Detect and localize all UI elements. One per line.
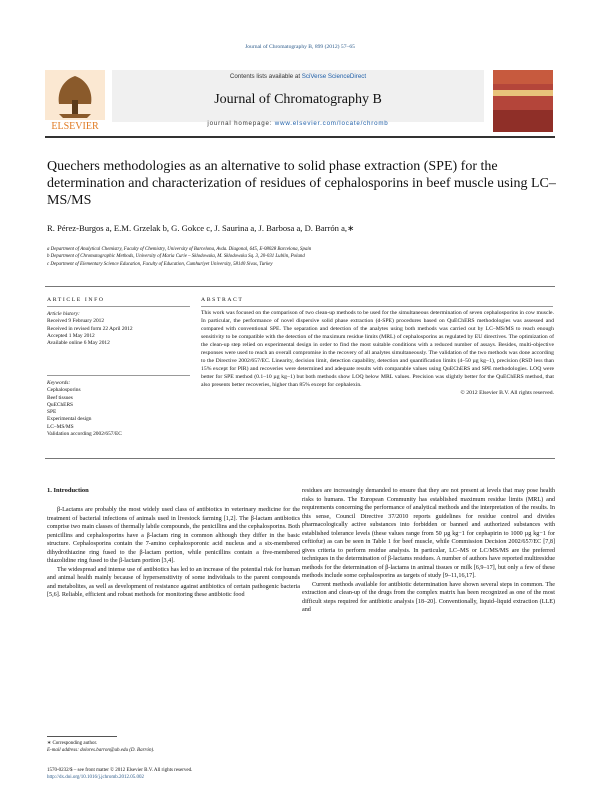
- divider: [45, 458, 555, 459]
- author-list: R. Pérez-Burgos a, E.M. Grzelak b, G. Gokce c, J. Saurina a, J. Barbosa a, D. Barrón a,∗: [47, 223, 355, 233]
- affiliation-c: c Department of Elementary Science Education, Faculty of Education, Cumhuriyet University, 58140 Sivas, Turkey: [47, 261, 273, 267]
- body-column-left: [47, 506, 300, 600]
- elsevier-logo: [45, 70, 105, 132]
- paper-title: Quechers methodologies as an alternative to solid phase extraction (SPE) for the determination and characterization of residues of cephalosporins in beef muscle using LC–MS/MS: [47, 159, 556, 208]
- keyword: Cephalosporins: [47, 387, 81, 394]
- doi-link[interactable]: http://dx.doi.org/10.1016/j.jchromb.2012.05.002: [47, 775, 144, 780]
- paragraph: β-Lactams are probably the most widely used class of antibiotics in veterinary medicine for the treatment of bacterial infections of animals used in livestock farming [1,2]. The β-lactam antibiotics comprise two main classes of thermally labile compounds, the penicillins and the cephalosporins. Both penicillins and cephalosporins have a β-lactam ring in common although they differ in the basic structure. Cephalosporins contain the 7-amino cephalosporonic acid nucleus and a six-membered dihydrothiazine ring fused to the β-lactam portion, while penicillins contain a five-membered thiazolidine ring fused to the β-lactam portion [3,4].: [47, 507, 300, 564]
- keyword: LC–MS/MS: [47, 423, 74, 430]
- affiliation-a: a Department of Analytical Chemistry, Faculty of Chemistry, University of Barcelona, Avda. Diagonal, 645, E-08028 Barcelona, Spain: [47, 247, 312, 252]
- footnote-rule: [47, 736, 117, 737]
- journal-homepage: journal homepage: www.elsevier.com/locate/chromb: [207, 120, 389, 127]
- history-item: Available online 6 May 2012: [47, 340, 110, 347]
- paragraph: Current methods available for antibiotic determination have shown several steps in common. The extraction and clean-up of the drugs from the complex matrix has been recognized as one of the most difficult steps required for antibiotic analysis [18–20]. Conventionally, liquid–liquid extraction (LLE) and: [302, 581, 555, 613]
- copyright: © 2012 Elsevier B.V. All rights reserved.: [460, 389, 554, 396]
- divider: [47, 375, 190, 376]
- affiliations: [47, 246, 311, 268]
- history-item: Accepted 1 May 2012: [47, 332, 95, 339]
- body-column-right: [302, 487, 555, 615]
- keywords: Keywords: Cephalosporins Beef tissues QuEChERS SPE Experimental design LC–MS/MS Validation according 2002/657/EC: [47, 380, 122, 438]
- publisher-name: ELSEVIER: [51, 121, 99, 132]
- email-note: E-mail address: dolores.barron@ub.edu (D. Barrón).: [47, 748, 155, 753]
- journal-citation: Journal of Chromatography B, 899 (2012) 57–65: [245, 44, 355, 50]
- keyword: QuEChERS: [47, 401, 74, 408]
- section-heading: 1. Introduction: [47, 487, 89, 494]
- keyword: Validation according 2002/657/EC: [47, 431, 122, 438]
- history-item: Received 9 February 2012: [47, 318, 105, 325]
- homepage-link[interactable]: www.elsevier.com/locate/chromb: [274, 120, 389, 127]
- divider: [45, 286, 555, 287]
- abstract-body: [201, 310, 554, 397]
- footnotes: [47, 740, 154, 754]
- paragraph: residues are increasingly demanded to ensure that they are not present at levels that may pose health risks to humans. The European Community has established maximum residue limits (MRL) and requirements concerning the performance of analytical methods and the interpretation of the results. In this sense, Council Directive 37/2010 reports guidelines for residue control and divides pharmacologically active substances into forbidden or banned and authorized substances with established tolerance levels (these values range from 50 µg kg−1 for cephapirin to 1000 µg kg−1 for ceftiofur) as can be seen in Table 1 for beef muscle, while Commission Decision 2002/657/EC [7,8] gives criteria to perform residue analysis. In particular, LC–MS or LC/MS/MS are the preferred techniques in the determination of β-lactams residues. A number of authors have reported multiresidue methods for the determination of β-lactams in animal tissues or milk [6,9–17], but only a few of these methods include some cephalosporins as targets of study [9–11,16,17].: [302, 488, 555, 579]
- article-history: Article history: Received 9 February 2012 Received in revised form 22 April 2012 Accepted 1 May 2012 Available online 6 May 2012: [47, 311, 133, 347]
- affiliation-b: b Department of Chromatographic Methods, University of Maria Curie – Sklodowska, M. Sklodowska Sq. 3, 20-031 Lublin, Poland: [47, 254, 305, 260]
- corresponding-author-note: ∗ Corresponding author.: [47, 741, 98, 746]
- issn-block: [47, 767, 192, 781]
- keyword: SPE: [47, 409, 57, 416]
- divider: [201, 306, 553, 307]
- issn-line: 1570-0232/$ – see front matter © 2012 Elsevier B.V. All rights reserved.: [47, 768, 193, 773]
- history-item: Received in revised form 22 April 2012: [47, 325, 133, 332]
- sciencedirect-link[interactable]: SciVerse ScienceDirect: [301, 73, 367, 80]
- keyword: Beef tissues: [47, 394, 73, 401]
- divider: [47, 306, 190, 307]
- journal-title: Journal of Chromatography B: [214, 92, 382, 107]
- abstract-text: This work was focused on the comparison of two clean-up methods to be used for the simultaneous determination of seven cephalosporins in cow muscle. In particular, the performance of novel dispersive solid phase extraction (d-SPE) procedures based on QuEChERS methodologies was assessed and compared with conventional SPE. The separation and detection of the analytes using both methods was carried out by LC–MS/MS to reach enough sensitivity to be compatible with the detection of the maximum residue limits (MRL) of cephalosporins as regulated by EU directives. The optimization of the clean-up step relied on experimental design in order to find the most suitable conditions with a reduced number of assays. Besides, multi-objective responses were used to reach an overall compromise in the recovery of all analytes simultaneously. The validation of the two methods was done according to the Directive 2002/657/EC. Linearity, decision limit, detection capability, detection and quantification limits (4–50 µg kg−1), precision (RSD less than 15% except for PIR) and recoveries were determined and adequate results with comparable values using QuEChERS and SPE methodologies. LOQ were better for SPE method (0.1–10 µg kg−1) but both methods show LOQ below MRL values. Precision was slightly better for the QuEChERS method, that also presents better recoveries, higher than 85% except for cephalexin.: [201, 310, 554, 388]
- contents-line: Contents lists available at SciVerse ScienceDirect: [229, 73, 367, 80]
- paragraph: The widespread and intense use of antibiotics has led to an increase of the potential risk for human and animal health mainly because of hypersensitivity of some individuals to the parent compounds and metabolites, as well as development of resistance against antibiotics of certain pathogenic bacteria [5,6]. Reliable, efficient and robust methods for monitoring these antibiotic food: [47, 566, 300, 598]
- article-info-heading: ARTICLE INFO: [47, 297, 105, 303]
- keyword: Experimental design: [47, 416, 92, 423]
- abstract-heading: ABSTRACT: [201, 297, 244, 303]
- header-rule: [45, 136, 555, 138]
- journal-cover-thumbnail: [493, 70, 553, 132]
